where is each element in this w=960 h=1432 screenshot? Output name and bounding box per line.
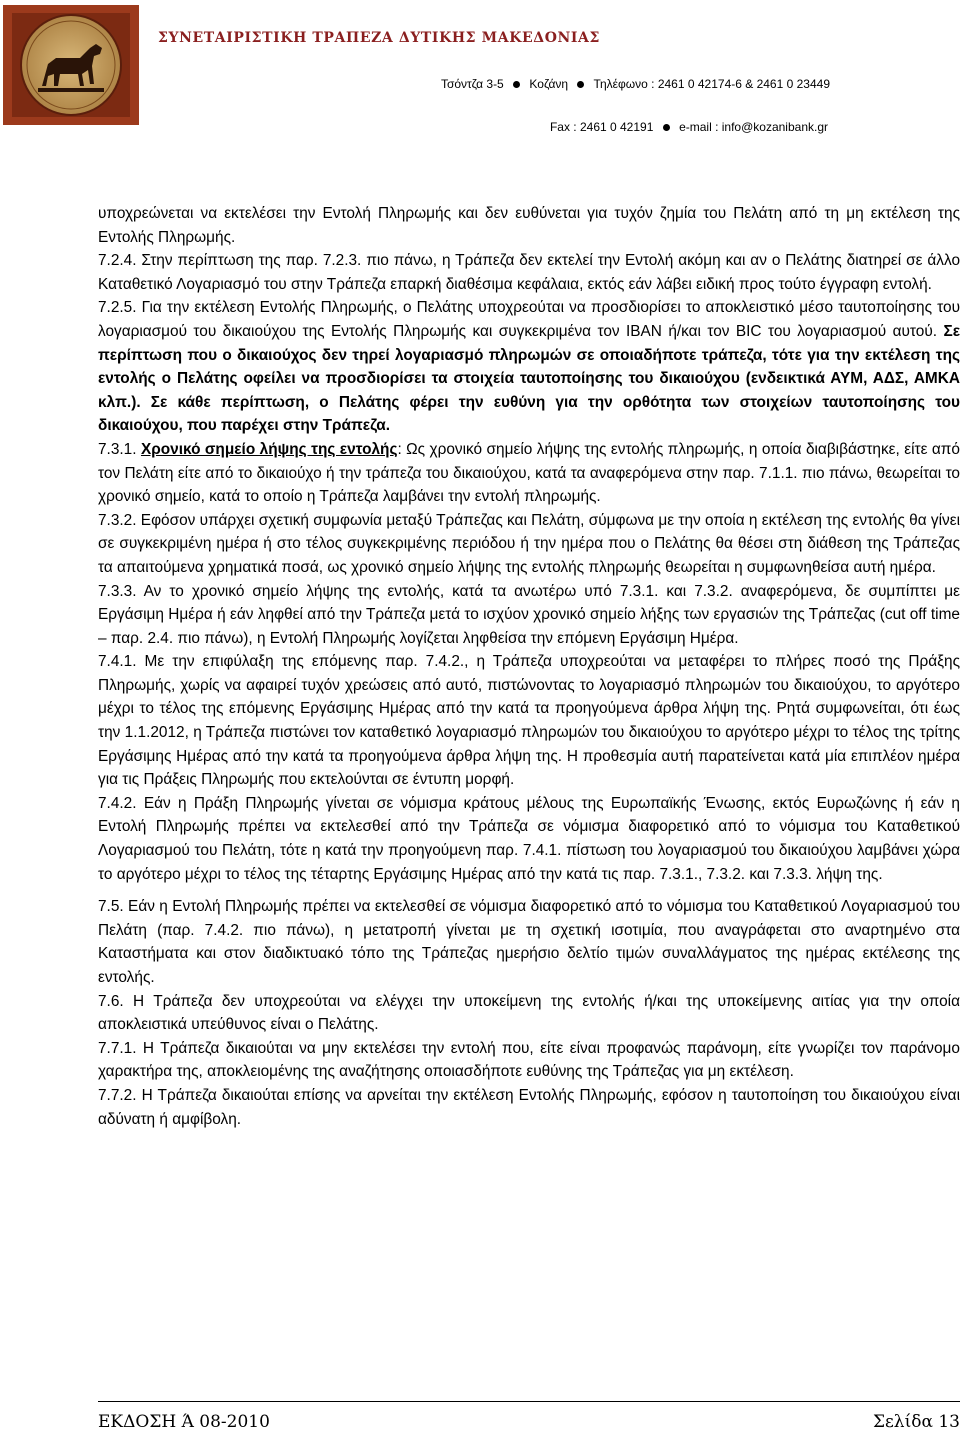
paragraph-7-3-1 xyxy=(98,438,960,509)
bullet-icon xyxy=(663,124,670,131)
bullet-icon xyxy=(577,81,584,88)
document-body xyxy=(98,202,960,1131)
city: Κοζάνη xyxy=(529,77,569,91)
paragraph-7-3-3: 7.3.3. Αν το χρονικό σημείο λήψης της εντολής, κατά τα ανωτέρω υπό 7.3.1. και 7.3.2. αναφερόμενα, δε συμπίπτει με Εργάσιμη Ημέρα ή εάν ληφθεί από την Τράπεζα μετά το ισχύον χρονικό σημείο λήξης των εργασιών της Τράπεζας (cut off time – παρ. 2.4. πιο πάνω), η Εντολή Πληρωμής λογίζεται ληφθείσα την επόμενη Εργάσιμη Ημέρα. xyxy=(98,582,960,647)
paragraph-text: 7.2.5. Για την εκτέλεση Εντολής Πληρωμής, ο Πελάτης υποχρεούται να προσδιορίσει το αποκλειστικό μέσο ταυτοποίησης του λογαριασμού του δικαιούχου της Εντολής Πληρωμής και συγκεκριμένα τον IBAN ή/και τον BIC του λογαριασμού αυτού. xyxy=(98,299,960,340)
bank-logo xyxy=(2,4,140,126)
paragraph-text: : Ως χρονικό σημείο λήψης της εντολής πληρωμής, η οποία διαβιβάστηκε, είτε από τον Πελάτη είτε από το δικαιούχο ή την τράπεζα του δικαιούχου, κατά τα αναφερόμενα στην παρ. 7.1.1. πιο πάνω, θεωρείται το χρονικό σημείο, κατά το οποίο η Τράπεζα λαμβάνει την εντολή πληρωμής. xyxy=(98,440,960,506)
paragraph-number: 7.3.1. xyxy=(98,440,137,458)
paragraph-7-2-5 xyxy=(98,296,960,438)
paragraph-7-4-1: 7.4.1. Με την επιφύλαξη της επόμενης παρ. 7.4.2., η Τράπεζα υποχρεούται να μεταφέρει το πλήρες ποσό της Πράξης Πληρωμής, χωρίς να αφαιρεί τυχόν χρεώσεις από αυτό, πιστώνοντας το λογαριασμό πληρωμών του δικαιούχου, το αργότερο μέχρι το τέλος της επόμενης Εργάσιμης Ημέρας από την κατά τα προηγούμενα άρθρα λήψη της. Ρητά συμφωνείται, ότι έως την 1.1.2012, η Τράπεζα πιστώνει τον καταθετικό λογαριασμό πληρωμών του δικαιούχου το αργότερο μέχρι το τέλος της τρίτης Εργάσιμης Ημέρας από την κατά τα προηγούμενα άρθρα λήψη της. Η προθεσμία αυτή παρατείνεται κατά μία επιπλέον ημέρα για τις Πράξεις Πληρωμής που εκτελούνται σε έντυπη μορφή. xyxy=(98,653,960,789)
paragraph-7-6: 7.6. Η Τράπεζα δεν υποχρεούται να ελέγχει την υποκείμενη της εντολής ή/και της υποκείμενης αιτίας για την οποία αποκλειστικά υπεύθυνος είναι ο Πελάτης. xyxy=(98,992,960,1034)
paragraph-7-4-2: 7.4.2. Εάν η Πράξη Πληρωμής γίνεται σε νόμισμα κράτους μέλους της Ευρωπαϊκής Ένωσης, εκτός Ευρωζώνης ή εάν η Εντολή Πληρωμής πρέπει να εκτελεσθεί από την Τράπεζα σε νόμισμα διαφορετικό από το νόμισμα του Καταθετικού Λογαριασμού του Πελάτη, τότε η κατά την προηγούμενη παρ. 7.4.1. πίστωση του λογαριασμού του δικαιούχου λαμβάνει χώρα το αργότερο μέχρι το τέλος της τέταρτης Εργάσιμης Ημέρας από την κατά τις παρ. 7.3.1., 7.3.2. και 7.3.3. λήψη της. xyxy=(98,794,960,883)
bold-text: Σε περίπτωση που ο δικαιούχος δεν τηρεί λογαριασμό πληρωμών σε οποιαδήποτε τράπεζα, τότε για την εκτέλεση της εντολής ο Πελάτης οφείλει να προσδιορίσει τα στοιχεία ταυτοποίησης του δικαιούχου (ενδεικτικά ΑΥΜ, ΑΔΣ, ΑΜΚΑ κλπ.). Σε κάθε περίπτωση, ο Πελάτης φέρει την ευθύνη για την ορθότητα των στοιχείων ταυτοποίησης του δικαιούχου, που παρέχει στην Τράπεζα. xyxy=(98,322,960,435)
bank-name: ΣΥΝΕΤΑΙΡΙΣΤΙΚΗ ΤΡΑΠΕΖΑ ΔΥΤΙΚΗΣ ΜΑΚΕΔΟΝΙΑΣ xyxy=(158,30,601,46)
paragraph-7-7-1: 7.7.1. Η Τράπεζα δικαιούται να μην εκτελέσει την εντολή που, είτε είναι προφανώς παράνομη, είτε γνωρίζει τον παράνομο χαρακτήρα της, αποκλειομένης της αναζήτησης οποιασδήποτε ευθύνης της Τράπεζας για μη εκτέλεση. xyxy=(98,1039,960,1081)
contact-line-fax xyxy=(550,120,828,134)
email: e-mail : info@kozanibank.gr xyxy=(679,120,828,134)
bullet-icon xyxy=(513,81,520,88)
address: Τσόντζα 3-5 xyxy=(440,77,504,91)
contact-line-address xyxy=(441,77,830,91)
fax: Fax : 2461 0 42191 xyxy=(549,120,654,134)
paragraph-7-3-2: 7.3.2. Εφόσον υπάρχει σχετική συμφωνία μεταξύ Τράπεζας και Πελάτη, σύμφωνα με την οποία η εκτέλεση της εντολής θα γίνει σε συγκεκριμένη ημέρα ή στο τέλος συγκεκριμένης περιόδου ή την ημέρα που ο Πελάτης θα θέσει στη διάθεση της Τράπεζας τα απαιτούμενα χρηματικά ποσά, ως χρονικό σημείο λήψης της εντολής πληρωμής θεωρείται η συμφωνηθείσα αυτή ημέρα. xyxy=(98,511,960,576)
paragraph-7-5: 7.5. Εάν η Εντολή Πληρωμής πρέπει να εκτελεσθεί σε νόμισμα διαφορετικό από το νόμισμα του Καταθετικού Λογαριασμού του Πελάτη (παρ. 7.4.2. πιο πάνω), η μετατροπή γίνεται με τη σχετική ισοτιμία, που αναγράφεται στο αναρτημένο στα Καταστήματα και στον διαδικτυακό τόπο της Τράπεζας ημερήσιο δελτίο τιμών συναλλάγματος της ημέρας εκτέλεσης της εντολής. xyxy=(98,898,960,986)
phone: Τηλέφωνο : 2461 0 42174-6 & 2461 0 23449 xyxy=(593,77,830,91)
paragraph: υποχρεώνεται να εκτελέσει την Εντολή Πληρωμής και δεν ευθύνεται για τυχόν ζημία του Πελάτη από τη μη εκτέλεση της Εντολής Πληρωμής. xyxy=(98,205,960,246)
paragraph-7-2-4: 7.2.4. Στην περίπτωση της παρ. 7.2.3. πιο πάνω, η Τράπεζα δεν εκτελεί την Εντολή ακόμη και αν ο Πελάτης διατηρεί σε άλλο Καταθετικό Λογαριασμό του στην Τράπεζα επαρκή διαθέσιμα κεφάλαια, εκτός εάν λάβει ειδική προς τούτο έγγραφη εντολή. xyxy=(98,252,960,293)
page-number: Σελίδα 13 xyxy=(872,1412,960,1432)
edition-label: ΕΚΔΟΣΗ Ά 08-2010 xyxy=(98,1412,270,1432)
paragraph-7-7-2: 7.7.2. Η Τράπεζα δικαιούται επίσης να αρνείται την εκτέλεση Εντολής Πληρωμής, εφόσον η ταυτοποίηση του δικαιούχου είναι αδύνατη ή αμφίβολη. xyxy=(98,1086,960,1128)
page-footer xyxy=(98,1401,960,1432)
section-heading: Χρονικό σημείο λήψης της εντολής xyxy=(140,440,398,458)
